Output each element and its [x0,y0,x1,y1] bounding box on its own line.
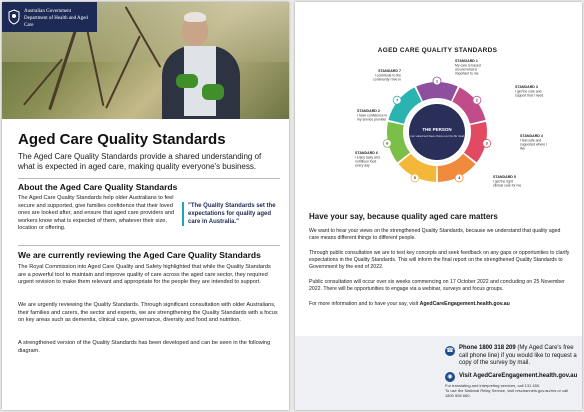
globe-icon: ◉ [445,372,455,382]
review-paragraph-2: We are urgently reviewing the Quality Standards. Through significant consultation with older Australians, their families and carers, the sector and experts, we are strengthening the Quality Standards with a focus on key areas such as dementia, clinical care, governance, diversity and food and nutrition. [18,302,278,324]
standard-label-text: community I live in [373,77,401,82]
standard-label-text: clinical care for me [493,183,522,188]
standard-label-text: supported where I [520,142,548,147]
standard-label-number: STANDARD 5 [493,175,516,179]
government-line-1: Australian Government [24,9,72,14]
standard-number: 6 [386,141,389,146]
fine-print [445,383,570,399]
standard-label-text: live [520,146,526,151]
divider [18,245,280,246]
review-paragraph-3: A strengthened version of the Quality Standards has been developed and can be seen in the following diagram. [18,340,271,354]
visit-text[interactable]: Visit AgedCareEngagement.health.gov.au [459,373,578,379]
intro-text: The Aged Care Quality Standards provide a shared understanding of what is expected in aged care, making quality everyone's business. [18,152,262,171]
divider [18,178,280,179]
standard-label-text: support that I need [515,93,544,98]
center-subtitle: I am valued and have choice over the life I lead [409,135,465,138]
standard-label-number: STANDARD 4 [520,134,543,138]
standard-label-text: I contribute to the [374,73,401,78]
standard-label-text: nutritious food [355,159,377,164]
standard-label-text: I get the right [493,179,513,184]
about-body: The Aged Care Quality Standards help older Australians to feel secure and supported, give families confidence that their loved ones are looked after, and ensure that aged care providers and workers know what is expected of them, whatever their size, location or offering. [18,195,175,232]
standard-label-text: important to me [455,71,479,76]
standard-label-number: STANDARD 7 [378,69,401,73]
standard-label-text: I feel safe and [520,138,542,143]
review-heading: We are currently reviewing the Aged Care Quality Standards [18,250,261,260]
page-1 [2,2,289,410]
standard-label-text: my service provider [357,117,387,122]
paragraph-3: Public consultation will occur over six weeks commencing on 17 October 2022 and concluding on 25 November 2022. There will be opportunities to engage via a webinar, surveys and focus groups. [309,279,565,292]
have-your-say-heading: Have your say, because quality aged care matters [309,212,498,221]
diagram-title: AGED CARE QUALITY STANDARDS [377,47,498,54]
standard-number: 5 [413,176,416,181]
standard-label-text: every day [355,163,370,168]
wheel-center [409,104,465,160]
page-title: Aged Care Quality Standards [18,131,226,148]
standard-number: 4 [458,176,461,181]
standard-label-number: STANDARD 6 [355,151,378,155]
about-heading: About the Aged Care Quality Standards [18,182,178,192]
standard-label-number: STANDARD 1 [455,59,478,63]
standard-number: 7 [396,98,399,103]
paragraph-2: Through public consultation we are to test key concepts and seek feedback on any gaps or opportunities to clarify expectations in the Quality Standards. This will inform the final report on the strengthened Quality Standards to Government by the end of 2022. [309,250,570,270]
government-name [24,8,97,29]
visit-link[interactable] [459,373,577,381]
standard-label-number: STANDARD 3 [515,85,538,89]
standard-number: 1 [435,79,439,84]
engagement-link[interactable]: AgedCareEngagement.health.gov.au [419,301,510,307]
pull-quote: "The Quality Standards set the expectations for quality aged care in Australia." [182,202,284,226]
center-title: THE PERSON [422,127,452,132]
hero-photo [2,2,289,119]
government-logo-band [2,2,97,32]
standard-label-text: around what is [455,67,478,72]
standard-label-text: I have confidence in [357,113,388,118]
paragraph-4 [309,301,571,308]
phone-contact [459,345,579,368]
standard-label-number: STANDARD 2 [357,109,380,113]
standard-label-text: My care is based [455,63,481,68]
standard-number: 3 [485,141,488,146]
phone-icon: ☎ [446,348,454,354]
phone-number[interactable]: Phone 1800 318 209 [459,345,516,351]
fine-print-1: For translating and interpreting services, call 131 450. [445,383,541,388]
government-line-2: Department of Health and Aged Care [24,16,88,28]
page-2 [295,2,582,410]
phone-note: (My Aged Care's free call phone line) if you would like to request a copy of the survey by mail. [459,345,577,366]
standards-wheel-diagram [305,54,570,204]
paragraph-1: We want to hear your views on the strengthened Quality Standards, because we understand that quality aged care means different things to different people. [309,228,561,241]
standard-number: 2 [475,98,478,103]
standard-label-text: I get the care and [515,89,542,94]
contact-panel [295,336,582,410]
more-info-text: For more information and to have your say, visit [309,301,420,307]
fine-print-2: To use the National Relay Service, visit nrschannels.gov.au/nrs or call 1800 555 660. [445,388,569,399]
standard-label-text: I enjoy tasty and [355,155,380,160]
review-paragraph-1: The Royal Commission into Aged Care Quality and Safety highlighted that while the Quality Standards are a powerful tool to maintain and improve quality of care across the aged care sector, they required urgent revision to make them relevant and appropriate for the people they are intended to support. [18,264,271,286]
coat-of-arms-icon [7,9,21,25]
